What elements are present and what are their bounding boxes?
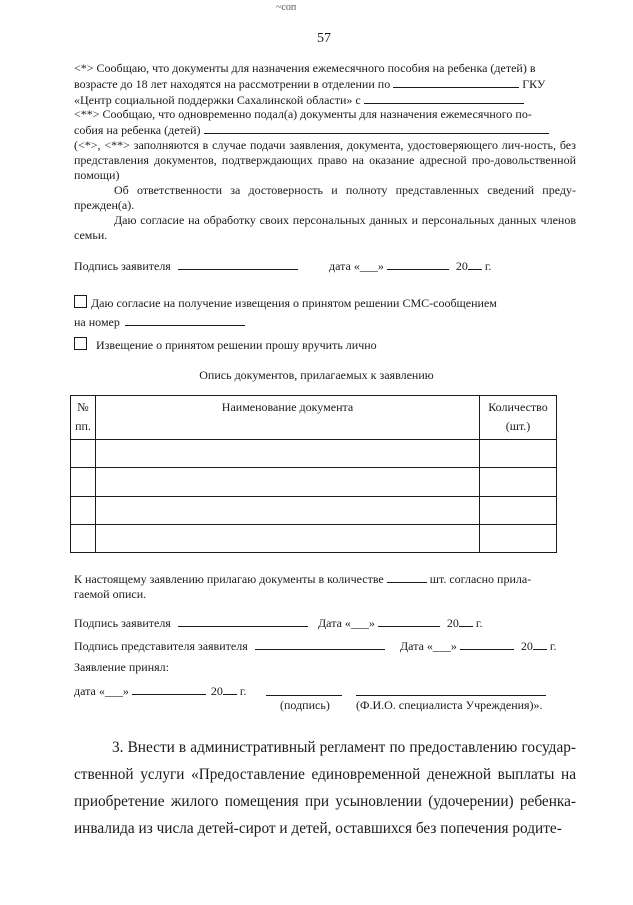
applicant-signature2-row (74, 615, 308, 631)
accepted-date-year-suffix: г. (239, 684, 247, 698)
applicant-date-month-field[interactable] (387, 258, 449, 270)
representative-signature-field[interactable] (255, 638, 385, 650)
accepted-date-year-prefix: 20 (210, 684, 223, 698)
applicant-date2-label: Дата «___» (318, 616, 375, 630)
applicant-date2-year-suffix: г. (475, 616, 483, 630)
sms-number-label: на номер (74, 315, 120, 329)
table-row (71, 497, 557, 525)
attachment-text-c: гаемой описи. (74, 587, 147, 601)
accepted-date-row (74, 683, 246, 699)
personal-delivery-checkbox[interactable] (74, 337, 87, 350)
applicant-date2-year-prefix: 20 (446, 616, 459, 630)
applicant-signature2-label: Подпись заявителя (74, 616, 171, 630)
applicant-signature-field[interactable] (178, 258, 298, 270)
department-field[interactable] (393, 76, 519, 88)
note-p1-line3: «Центр социальной поддержки Сахалинской области» с (74, 93, 361, 107)
personal-delivery-row (74, 337, 377, 353)
attachment-paragraph (74, 571, 576, 602)
applicant-signature-row (74, 258, 298, 274)
col-quantity-label-2: (шт.) (505, 419, 531, 433)
table-row (71, 525, 557, 553)
since-date-field[interactable] (364, 92, 524, 104)
accepted-name-line[interactable] (356, 695, 546, 696)
applicant-signature2-field[interactable] (178, 615, 308, 627)
attachment-text-a: К настоящему заявлению прилагаю документы в количестве (74, 572, 384, 586)
representative-date-year-suffix: г. (549, 639, 557, 653)
table-cell[interactable] (71, 497, 96, 525)
col-number-label-1: № (77, 400, 89, 414)
sms-number-row (74, 314, 245, 330)
representative-date-year-field[interactable] (533, 638, 547, 650)
note-consent: Даю согласие на обработку своих персональных данных и персональных данных членов семьи. (74, 213, 576, 242)
applicant-date-year-suffix: г. (484, 259, 492, 273)
representative-signature-label: Подпись представителя заявителя (74, 639, 248, 653)
applicant-date2-year-field[interactable] (459, 615, 473, 627)
representative-date-month-field[interactable] (460, 638, 514, 650)
col-quantity-header (480, 396, 557, 440)
table-cell[interactable] (96, 497, 480, 525)
submitted-to-field[interactable] (204, 122, 549, 134)
main-paragraph: 3. Внести в административный регламент по предоставлению государ-ственной услуги «Предоставление единовременной денежной выплаты на приобретение жилого помещения при усыновлении (удочерении) ребенка-инвалида из числа детей-сирот и детей, оставшихся без попечения родите- (74, 739, 576, 837)
note-p1-line2: возрасте до 18 лет находятся на рассмотрении в отделении по (74, 77, 391, 91)
col-name-header: Наименование документа (96, 396, 480, 440)
accepted-date-year-field[interactable] (223, 683, 237, 695)
handwritten-mark: ~соп (276, 2, 297, 13)
table-cell[interactable] (71, 440, 96, 468)
representative-date-label: Дата «___» (400, 639, 457, 653)
applicant-date2-month-field[interactable] (378, 615, 440, 627)
note-p2-line1: <**> Сообщаю, что одновременно подал(а) документы для назначения ежемесячного по- (74, 107, 532, 121)
applicant-date2-row (318, 615, 483, 631)
note-explanation: (<*>, <**> заполняются в случае подачи заявления, документа, удостоверяющего лич-ность, без представления документов, подтверждающих право на оказание адресной про-довольственной помощи) (74, 138, 576, 182)
inventory-title: Опись документов, прилагаемых к заявлению (199, 368, 434, 382)
inventory-table (70, 395, 557, 553)
note-p1-gku: ГКУ (522, 77, 546, 91)
page-number: 57 (317, 31, 331, 46)
accepted-name-caption: (Ф.И.О. специалиста Учреждения)». (356, 698, 543, 712)
accepted-signature-caption: (подпись) (280, 698, 330, 712)
note-single-asterisk (74, 61, 576, 108)
attachment-text-b: шт. согласно прила- (429, 572, 532, 586)
col-number-label-2: пп. (75, 419, 91, 433)
accepted-signature-line[interactable] (266, 695, 342, 696)
sms-consent-label: Даю согласие на получение извещения о принятом решении СМС-сообщением (91, 296, 497, 310)
representative-date-year-prefix: 20 (520, 639, 533, 653)
sms-consent-row (74, 295, 497, 311)
representative-signature-row (74, 638, 385, 654)
representative-date-row (400, 638, 557, 654)
table-row (71, 440, 557, 468)
table-cell[interactable] (480, 525, 557, 553)
accepted-label: Заявление принял: (74, 660, 169, 674)
table-cell[interactable] (480, 468, 557, 497)
table-cell[interactable] (480, 440, 557, 468)
personal-delivery-label: Извещение о принятом решении прошу вручить лично (96, 338, 377, 352)
inventory-header-row (71, 396, 557, 440)
table-cell[interactable] (96, 525, 480, 553)
applicant-signature-label: Подпись заявителя (74, 259, 171, 273)
note-p2-line2: собия на ребенка (детей) (74, 123, 201, 137)
note-p1-line1: <*> Сообщаю, что документы для назначения ежемесячного пособия на ребенка (детей) в (74, 61, 536, 75)
note-responsibility: Об ответственности за достоверность и полноту представленных сведений преду-прежден(а). (74, 183, 576, 212)
applicant-date-label: дата «___» (329, 259, 384, 273)
table-cell[interactable] (71, 525, 96, 553)
col-quantity-label-1: Количество (488, 400, 548, 414)
attachment-count-field[interactable] (387, 571, 427, 583)
applicant-date-year-field[interactable] (468, 258, 482, 270)
table-cell[interactable] (96, 440, 480, 468)
sms-consent-checkbox[interactable] (74, 295, 87, 308)
table-cell[interactable] (480, 497, 557, 525)
sms-number-field[interactable] (125, 314, 245, 326)
col-number-header (71, 396, 96, 440)
accepted-date-label: дата «___» (74, 684, 129, 698)
note-double-asterisk (74, 107, 576, 138)
applicant-date-row (329, 258, 491, 274)
table-cell[interactable] (96, 468, 480, 497)
table-cell[interactable] (71, 468, 96, 497)
accepted-date-month-field[interactable] (132, 683, 206, 695)
applicant-date-year-prefix: 20 (455, 259, 468, 273)
table-row (71, 468, 557, 497)
